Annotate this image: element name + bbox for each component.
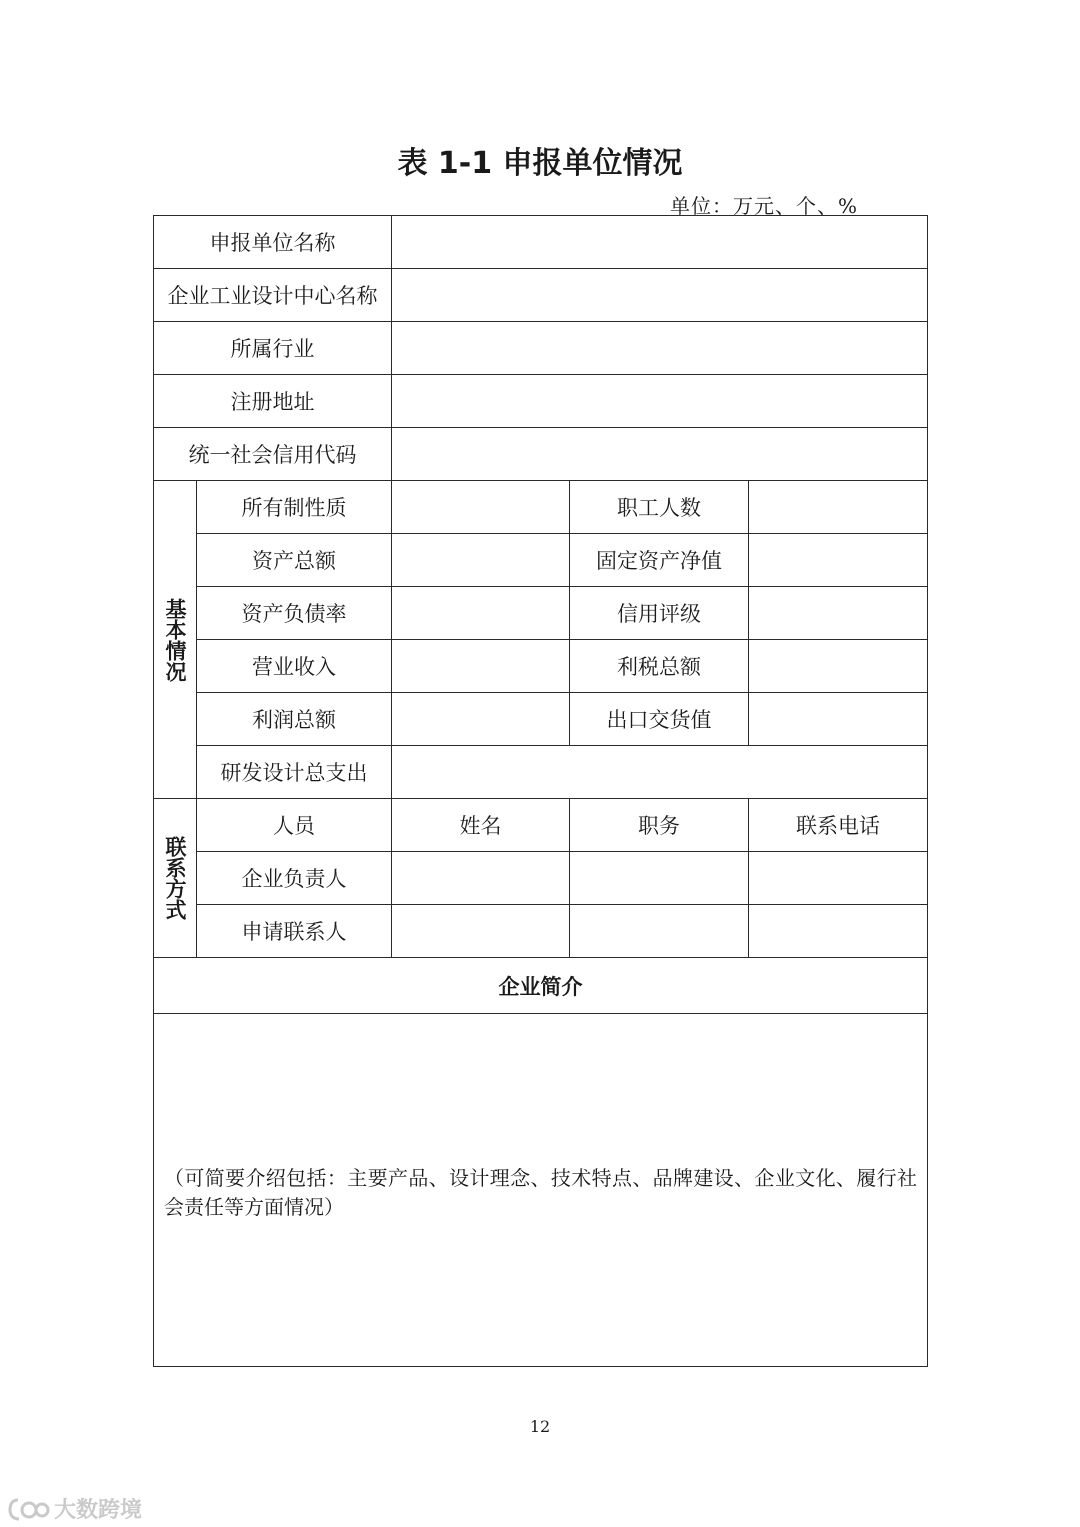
intro-hint: （可简要介绍包括：主要产品、设计理念、技术特点、品牌建设、企业文化、履行社会责任等方面情况） [164, 1166, 918, 1219]
row-assets [154, 534, 928, 587]
row-ownership [154, 481, 928, 534]
page-number: 12 [529, 1417, 551, 1436]
field-head-position[interactable] [570, 852, 749, 905]
unit-note: 单位：万元、个、% [669, 194, 858, 218]
row-contact-applicant [154, 905, 928, 958]
label-rd-spend: 研发设计总支出 [197, 746, 392, 799]
label-total-assets: 资产总额 [197, 534, 392, 587]
field-credit-code[interactable] [392, 428, 928, 481]
field-design-center-name[interactable] [392, 269, 928, 322]
label-credit-rating: 信用评级 [570, 587, 749, 640]
row-profit-export [154, 693, 928, 746]
application-form-table [153, 215, 928, 1367]
row-debt-credit [154, 587, 928, 640]
row-intro-heading [154, 958, 928, 1014]
contact-section-label: 联系方式 [163, 836, 187, 920]
label-industry: 所属行业 [154, 322, 392, 375]
field-credit-rating[interactable] [749, 587, 928, 640]
row-industry [154, 322, 928, 375]
field-head-name[interactable] [392, 852, 570, 905]
field-fixed-assets[interactable] [749, 534, 928, 587]
col-header-person: 人员 [197, 799, 392, 852]
label-profit-total: 利润总额 [197, 693, 392, 746]
field-tax-total[interactable] [749, 640, 928, 693]
basic-section-label: 基本情况 [163, 597, 187, 682]
contact-section-cell [154, 799, 197, 958]
label-export-value: 出口交货值 [570, 693, 749, 746]
field-applicant-phone[interactable] [749, 905, 928, 958]
label-reg-address: 注册地址 [154, 375, 392, 428]
field-export-value[interactable] [749, 693, 928, 746]
field-applicant-name[interactable] [392, 905, 570, 958]
label-tax-total: 利税总额 [570, 640, 749, 693]
row-revenue-tax [154, 640, 928, 693]
label-company-head: 企业负责人 [197, 852, 392, 905]
field-total-assets[interactable] [392, 534, 570, 587]
row-contact-header [154, 799, 928, 852]
field-employees[interactable] [749, 481, 928, 534]
row-contact-head [154, 852, 928, 905]
field-reg-address[interactable] [392, 375, 928, 428]
col-header-name: 姓名 [392, 799, 570, 852]
watermark-text: 大数跨境 [54, 1498, 143, 1523]
field-rd-spend[interactable] [392, 746, 928, 799]
field-head-phone[interactable] [749, 852, 928, 905]
row-design-center-name [154, 269, 928, 322]
col-header-position: 职务 [570, 799, 749, 852]
field-ownership[interactable] [392, 481, 570, 534]
intro-field[interactable] [154, 1014, 928, 1367]
label-fixed-assets: 固定资产净值 [570, 534, 749, 587]
field-revenue[interactable] [392, 640, 570, 693]
label-applicant-contact: 申请联系人 [197, 905, 392, 958]
field-industry[interactable] [392, 322, 928, 375]
col-header-phone: 联系电话 [749, 799, 928, 852]
row-rd-spend [154, 746, 928, 799]
label-employees: 职工人数 [570, 481, 749, 534]
basic-section-cell [154, 481, 197, 799]
intro-heading: 企业简介 [154, 958, 928, 1014]
label-credit-code: 统一社会信用代码 [154, 428, 392, 481]
row-reg-address [154, 375, 928, 428]
field-profit-total[interactable] [392, 693, 570, 746]
row-intro-body [154, 1014, 928, 1367]
field-company-name[interactable] [392, 216, 928, 269]
watermark-logo-icon [8, 1496, 50, 1522]
row-credit-code [154, 428, 928, 481]
watermark [8, 1493, 142, 1524]
label-revenue: 营业收入 [197, 640, 392, 693]
field-applicant-position[interactable] [570, 905, 749, 958]
field-debt-ratio[interactable] [392, 587, 570, 640]
page-title: 表 1-1 申报单位情况 [397, 146, 683, 181]
label-debt-ratio: 资产负债率 [197, 587, 392, 640]
label-company-name: 申报单位名称 [154, 216, 392, 269]
label-ownership: 所有制性质 [197, 481, 392, 534]
row-company-name [154, 216, 928, 269]
label-design-center-name: 企业工业设计中心名称 [154, 269, 392, 322]
